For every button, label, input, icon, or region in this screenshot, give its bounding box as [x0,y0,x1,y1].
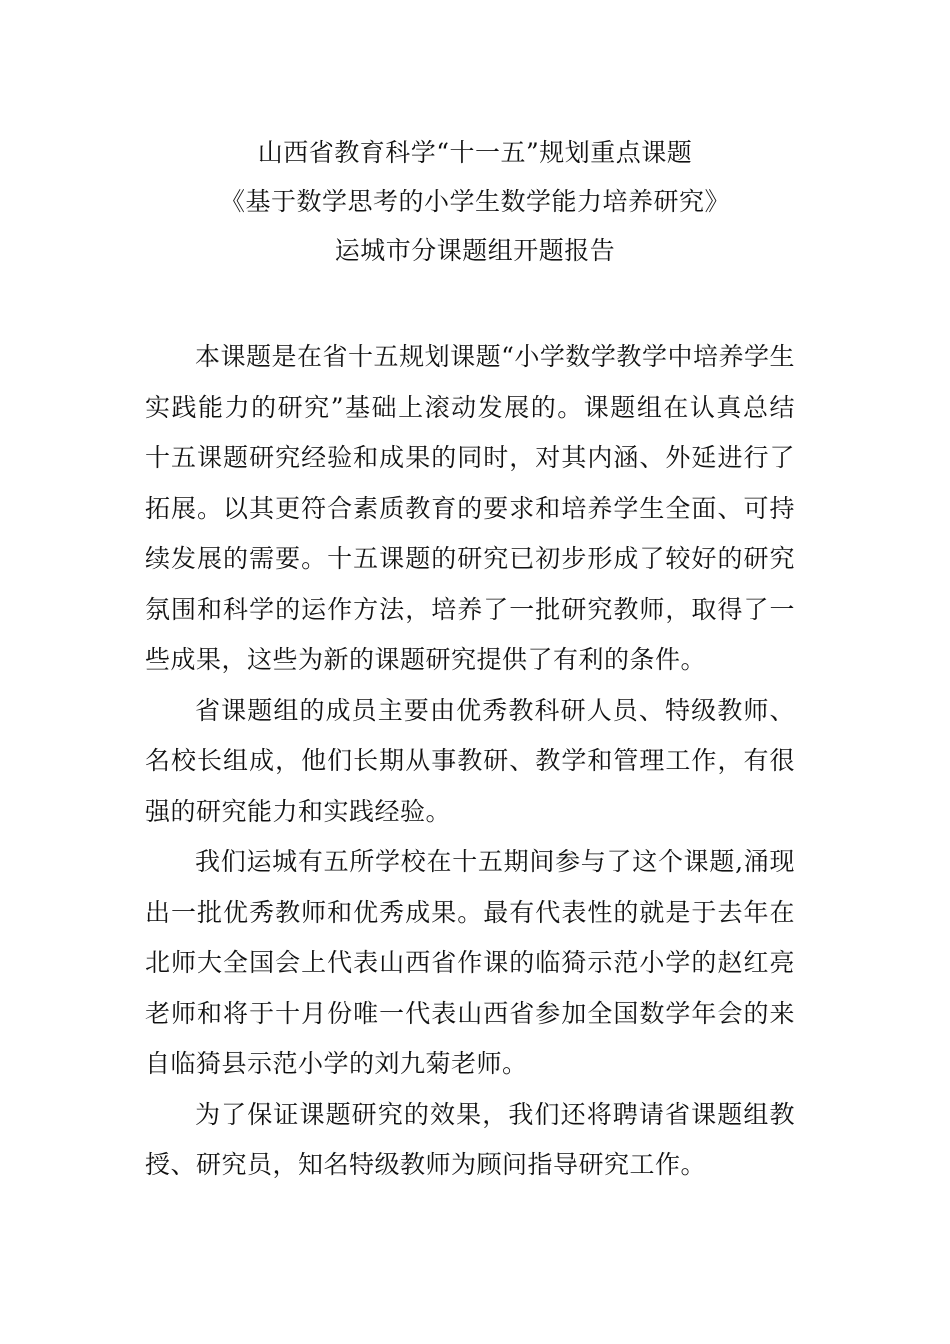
title-line-3: 运城市分课题组开题报告 [334,236,616,265]
paragraph-2: 省课题组的成员主要由优秀教科研人员、特级教师、名校长组成，他们长期从事教研、教学和管理工作，有很强的研究能力和实践经验。 [145,695,795,826]
paragraph-1: 本课题是在省十五规划课题“小学数学教学中培养学生实践能力的研究”基础上滚动发展的。课题组在认真总结十五课题研究经验和成果的同时，对其内涵、外延进行了拓展。以其更符合素质教育的要求和培养学生全面、可持续发展的需要。十五课题的研究已初步形成了较好的研究氛围和科学的运作方法，培养了一批研究教师，取得了一些成果，这些为新的课题研究提供了有利的条件。 [145,342,795,674]
title-line-2: 《基于数学思考的小学生数学能力培养研究》 [219,187,730,216]
paragraph-4: 为了保证课题研究的效果，我们还将聘请省课题组教授、研究员，知名特级教师为顾问指导研究工作。 [145,1099,795,1179]
paragraph-3: 我们运城有五所学校在十五期间参与了这个课题,涌现出一批优秀教师和优秀成果。最有代表性的就是于去年在北师大全国会上代表山西省作课的临猗示范小学的赵红亮老师和将于十月份唯一代表山西省参加全国数学年会的来自临猗县示范小学的刘九菊老师。 [145,847,795,1078]
document-body [145,332,795,1191]
document-title [0,128,950,275]
title-line-1: 山西省教育科学“十一五”规划重点课题 [257,138,693,167]
